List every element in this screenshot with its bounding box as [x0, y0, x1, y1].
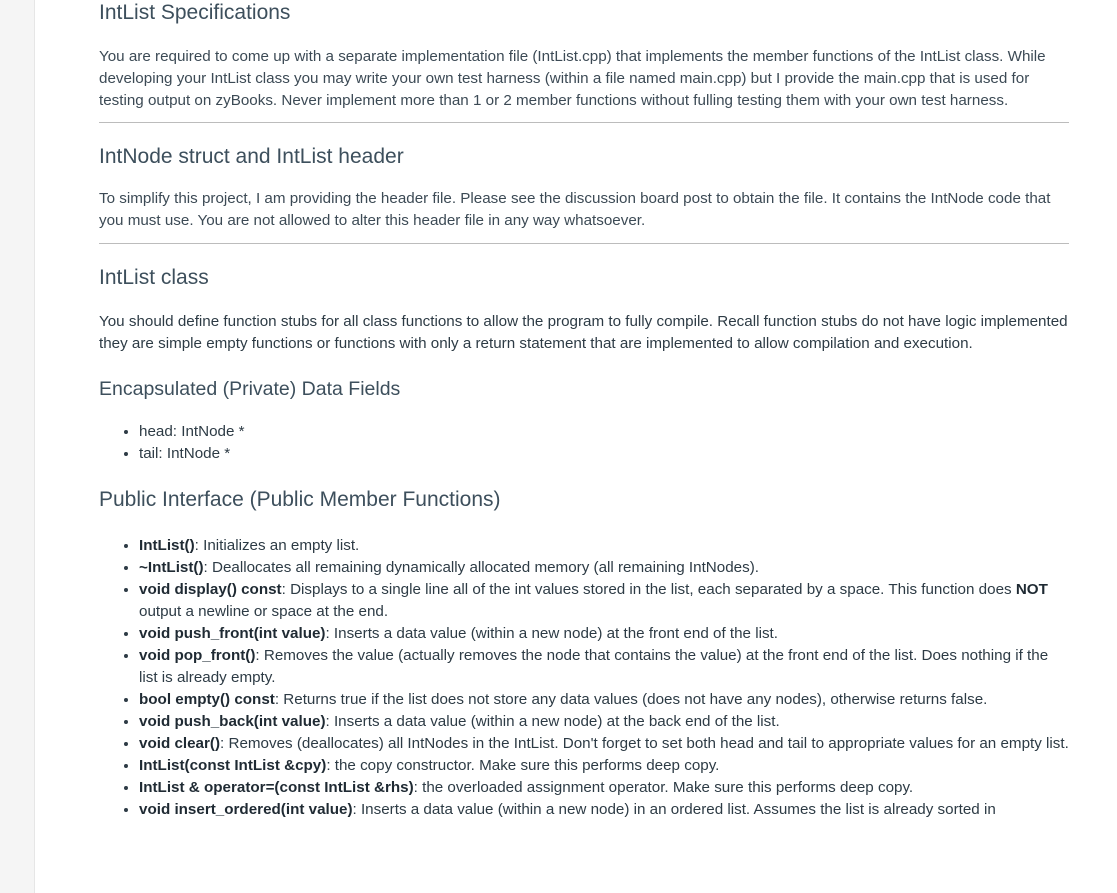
section-title-specs: IntList Specifications — [99, 1, 291, 24]
list-item: • void insert_ordered(int value): Inserts a data value (within a new node) in an ordered list. Assumes the list is already sorted in — [139, 799, 1069, 821]
header-paragraph: To simplify this project, I am providing the header file. Please see the discussion board post to obtain the file. It contains the IntNode code that you must use. You are not allowed to alter this header file in any way whatsoever. — [99, 190, 1051, 229]
assignment-content — [99, 0, 1069, 821]
list-item: • void push_back(int value): Inserts a data value (within a new node) at the back end of the list. — [139, 711, 1069, 733]
list-item: • void clear(): Removes (deallocates) all IntNodes in the IntList. Don't forget to set both head and tail to appropriate values for an empty list. — [139, 733, 1069, 755]
list-item: • IntList & operator=(const IntList &rhs): the overloaded assignment operator. Make sure this performs deep copy. — [139, 777, 1069, 799]
divider — [99, 122, 1069, 123]
private-fields-list — [99, 421, 1069, 465]
specs-paragraph: You are required to come up with a separate implementation file (IntList.cpp) that implements the member functions of the IntList class. While developing your IntList class you may write your own test harness (within a file named main.cpp) but I provide the main.cpp that is used for testing output on zyBooks. Never implement more than 1 or 2 member functions without fulling testing them with your own test harness. — [99, 48, 1046, 109]
divider — [99, 243, 1069, 244]
list-item: • head: IntNode * — [139, 421, 1069, 443]
left-rail — [0, 0, 35, 893]
list-item: • void pop_front(): Removes the value (actually removes the node that contains the value) at the front end of the list. Does nothing if the list is already empty. — [139, 645, 1069, 689]
list-item: • void push_front(int value): Inserts a data value (within a new node) at the front end of the list. — [139, 623, 1069, 645]
section-title-intlist-class: IntList class — [99, 266, 209, 289]
list-item: • IntList(): Initializes an empty list. — [139, 535, 1069, 557]
list-item: • ~IntList(): Deallocates all remaining dynamically allocated memory (all remaining IntNodes). — [139, 557, 1069, 579]
list-item: • tail: IntNode * — [139, 443, 1069, 465]
public-interface-list — [99, 535, 1069, 821]
section-title-private-fields: Encapsulated (Private) Data Fields — [99, 378, 401, 400]
list-item: • bool empty() const: Returns true if the list does not store any data values (does not have any nodes), otherwise returns false. — [139, 689, 1069, 711]
intlist-class-paragraph: You should define function stubs for all class functions to allow the program to fully compile. Recall function stubs do not have logic implemented they are simple empty functions or functions with only a return statement that are implemented to allow compilation and execution. — [99, 313, 1068, 352]
list-item: • void display() const: Displays to a single line all of the int values stored in the list, each separated by a space. This function does NOT output a newline or space at the end. — [139, 579, 1069, 623]
list-item: • IntList(const IntList &cpy): the copy constructor. Make sure this performs deep copy. — [139, 755, 1069, 777]
section-title-public-interface: Public Interface (Public Member Functions) — [99, 488, 501, 511]
section-title-header: IntNode struct and IntList header — [99, 145, 404, 168]
